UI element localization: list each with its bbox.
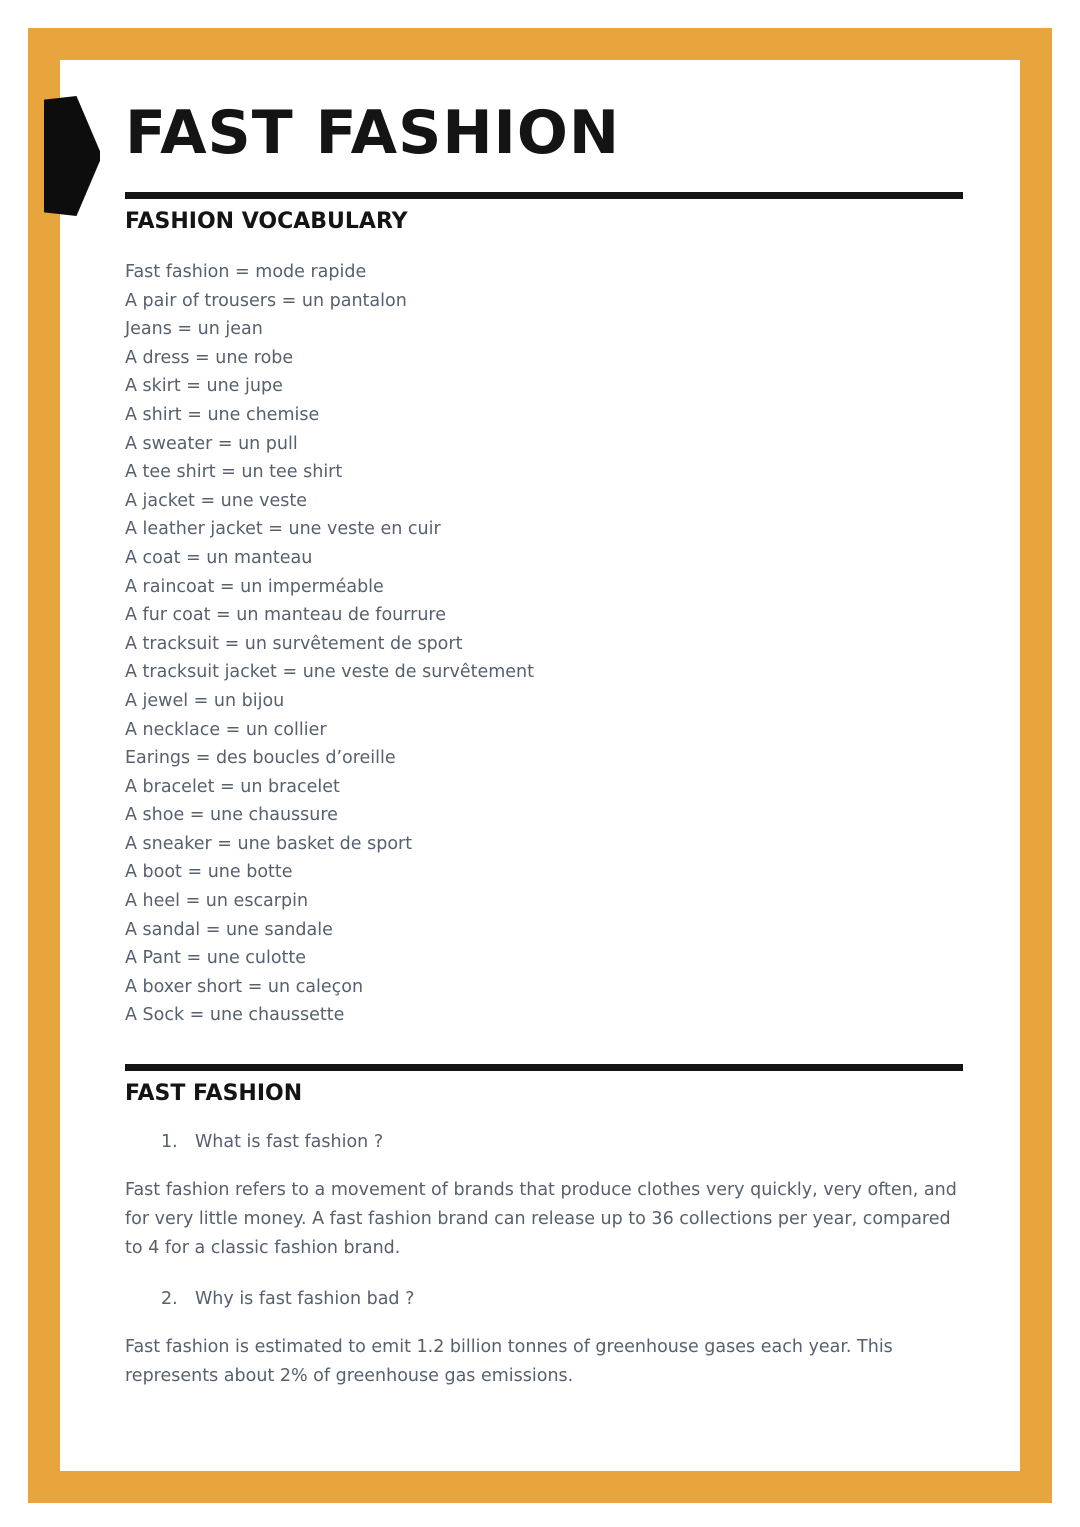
answer-2: Fast fashion is estimated to emit 1.2 billion tonnes of greenhouse gases each year. This represents about 2% of greenhouse gas emissions. [125,1337,893,1387]
vocabulary-item: A sandal = une sandale [125,919,333,940]
question-2 [161,1289,963,1309]
vocabulary-item: A raincoat = un imperméable [125,576,384,597]
vocabulary-section [125,192,963,1030]
question-1 [161,1132,963,1152]
vocabulary-item: A leather jacket = une veste en cuir [125,519,441,540]
section-divider [125,192,963,199]
vocabulary-item: A coat = un manteau [125,547,313,568]
vocabulary-heading: FASHION VOCABULARY [125,209,408,234]
fast-fashion-heading: FAST FASHION [125,1081,303,1107]
vocabulary-item: A boot = une botte [125,862,293,883]
vocabulary-list [125,258,963,1030]
section-divider [125,1064,963,1071]
vocabulary-item: A dress = une robe [125,347,294,368]
vocabulary-item: A Sock = une chaussette [125,1005,345,1026]
vocabulary-item: A heel = un escarpin [125,891,309,912]
vocabulary-item: A sneaker = une basket de sport [125,833,413,854]
vocabulary-item: A jewel = un bijou [125,690,285,711]
answer-1: Fast fashion refers to a movement of brands that produce clothes very quickly, very often, and for very little money. A fast fashion brand can release up to 36 collections per year, compared to 4 for a classic fashion brand. [125,1180,957,1259]
vocabulary-item: A tracksuit jacket = une veste de survêtement [125,662,535,683]
vocabulary-item: A jacket = une veste [125,490,308,511]
question-1-number: 1. [161,1132,178,1153]
vocabulary-item: A shoe = une chaussure [125,805,338,826]
page-title: FAST FASHION [125,98,621,168]
vocabulary-item: A necklace = un collier [125,719,327,740]
vocabulary-item: A fur coat = un manteau de fourrure [125,605,447,626]
vocabulary-item: A skirt = une jupe [125,376,283,397]
vocabulary-item: Jeans = un jean [125,319,263,340]
question-2-number: 2. [161,1289,178,1310]
vocabulary-item: A boxer short = un caleçon [125,976,364,997]
vocabulary-item: A shirt = une chemise [125,404,320,425]
vocabulary-item: Earings = des boucles d’oreille [125,748,396,769]
vocabulary-item: A Pant = une culotte [125,948,307,969]
vocabulary-item: A bracelet = un bracelet [125,776,340,797]
vocabulary-item: A tee shirt = un tee shirt [125,462,343,483]
vocabulary-item: A pair of trousers = un pantalon [125,290,407,311]
document-content [125,100,963,1391]
vocabulary-item: Fast fashion = mode rapide [125,262,367,282]
vocabulary-item: A sweater = un pull [125,433,298,454]
fast-fashion-section [125,1064,963,1391]
question-2-text: Why is fast fashion bad ? [195,1289,415,1310]
question-1-text: What is fast fashion ? [195,1132,384,1153]
vocabulary-item: A tracksuit = un survêtement de sport [125,633,463,654]
